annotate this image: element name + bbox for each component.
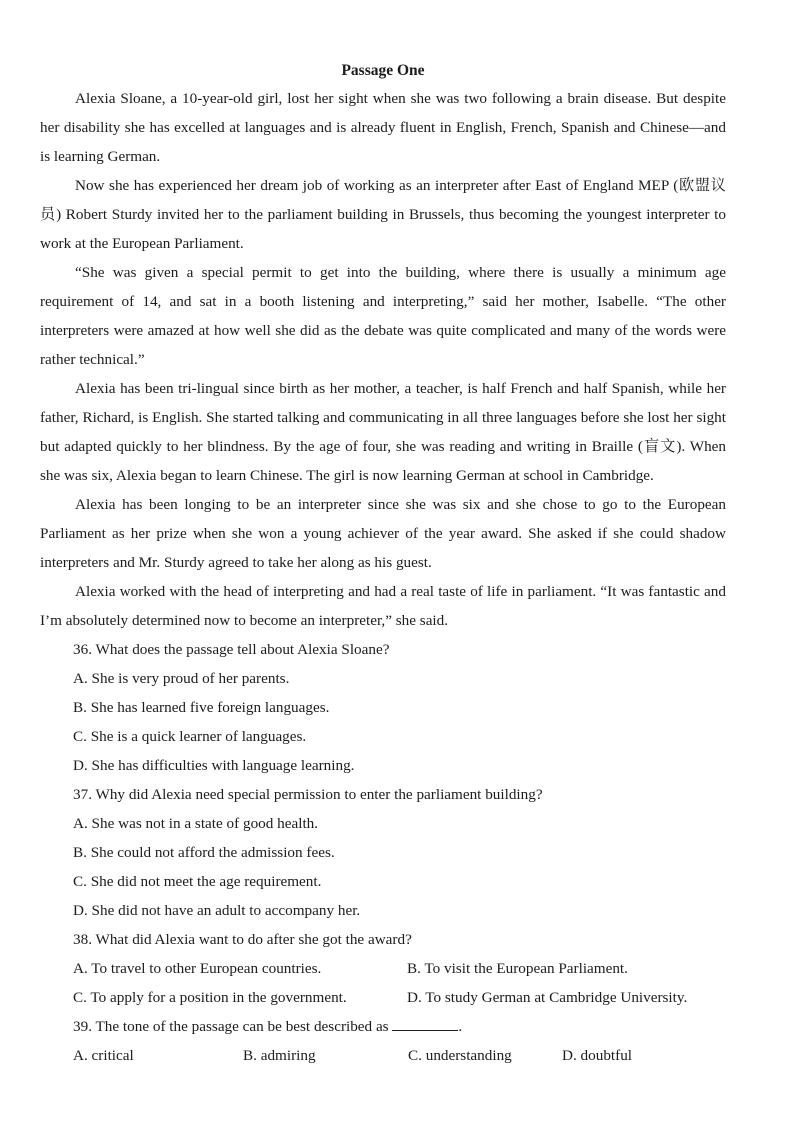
passage-paragraph-5: Alexia has been longing to be an interpreter since she was six and she chose to go to the European Parliament as her prize when she won a young achiever of the year award. She asked if she could shadow interpreters and Mr. Sturdy agreed to take her along as his guest. — [40, 496, 726, 571]
question-38-option-a: A. To travel to other European countries. — [73, 960, 322, 977]
question-39-stem — [40, 1012, 726, 1041]
answer-blank — [392, 1016, 458, 1031]
question-39-option-d: D. doubtful — [562, 1047, 633, 1064]
question-37-option-d: D. She did not have an adult to accompany her. — [73, 902, 361, 919]
question-37-stem: 37. Why did Alexia need special permission to enter the parliament building? — [73, 786, 543, 803]
question-37-option-c: C. She did not meet the age requirement. — [73, 873, 322, 890]
question-39-option-b: B. admiring — [243, 1047, 316, 1064]
question-39-options — [40, 1041, 726, 1070]
question-38-option-b: B. To visit the European Parliament. — [407, 960, 628, 977]
question-38-options-row-2 — [40, 983, 726, 1012]
question-38-option-d: D. To study German at Cambridge University. — [407, 989, 688, 1006]
question-36-option-c: C. She is a quick learner of languages. — [73, 728, 307, 745]
exam-page — [40, 58, 726, 1070]
question-38-option-c: C. To apply for a position in the government. — [73, 989, 347, 1006]
question-36-stem: 36. What does the passage tell about Alexia Sloane? — [73, 641, 390, 658]
passage-title: Passage One — [341, 62, 425, 79]
question-38-stem: 38. What did Alexia want to do after she got the award? — [73, 931, 412, 948]
passage-paragraph-4: Alexia has been tri-lingual since birth as her mother, a teacher, is half French and half Spanish, while her father, Richard, is English. She started talking and communicating in all three languages before she lost her sight but adapted quickly to her blindness. By the age of four, she was reading and writing in Braille (盲文). When she was six, Alexia began to learn Chinese. The girl is now learning German at school in Cambridge. — [40, 380, 726, 484]
question-39-stem-end: . — [458, 1018, 463, 1035]
question-37-option-b: B. She could not afford the admission fees. — [73, 844, 335, 861]
question-38-options-row-1 — [40, 954, 726, 983]
question-39-stem-text: 39. The tone of the passage can be best described as — [73, 1018, 389, 1035]
passage-paragraph-6: Alexia worked with the head of interpreting and had a real taste of life in parliament. “It was fantastic and I’m absolutely determined now to become an interpreter,” she said. — [40, 583, 726, 629]
passage-paragraph-3: “She was given a special permit to get into the building, where there is usually a minimum age requirement of 14, and sat in a booth listening and interpreting,” said her mother, Isabelle. “The other interpreters were amazed at how well she did as the debate was quite complicated and many of the words were rather technical.” — [40, 264, 726, 368]
passage-paragraph-1: Alexia Sloane, a 10-year-old girl, lost her sight when she was two following a brain disease. But despite her disability she has excelled at languages and is already fluent in English, French, Spanish and Chinese—and is learning German. — [40, 90, 726, 165]
passage-paragraph-2: Now she has experienced her dream job of working as an interpreter after East of England MEP (欧盟议员) Robert Sturdy invited her to the parliament building in Brussels, thus becoming the youngest interpreter to work at the European Parliament. — [40, 177, 726, 252]
question-36-option-b: B. She has learned five foreign languages. — [73, 699, 330, 716]
question-39-option-a: A. critical — [73, 1047, 134, 1064]
question-39-option-c: C. understanding — [408, 1047, 512, 1064]
question-37-option-a: A. She was not in a state of good health. — [73, 815, 319, 832]
question-36-option-a: A. She is very proud of her parents. — [73, 670, 290, 687]
question-36-option-d: D. She has difficulties with language learning. — [73, 757, 355, 774]
